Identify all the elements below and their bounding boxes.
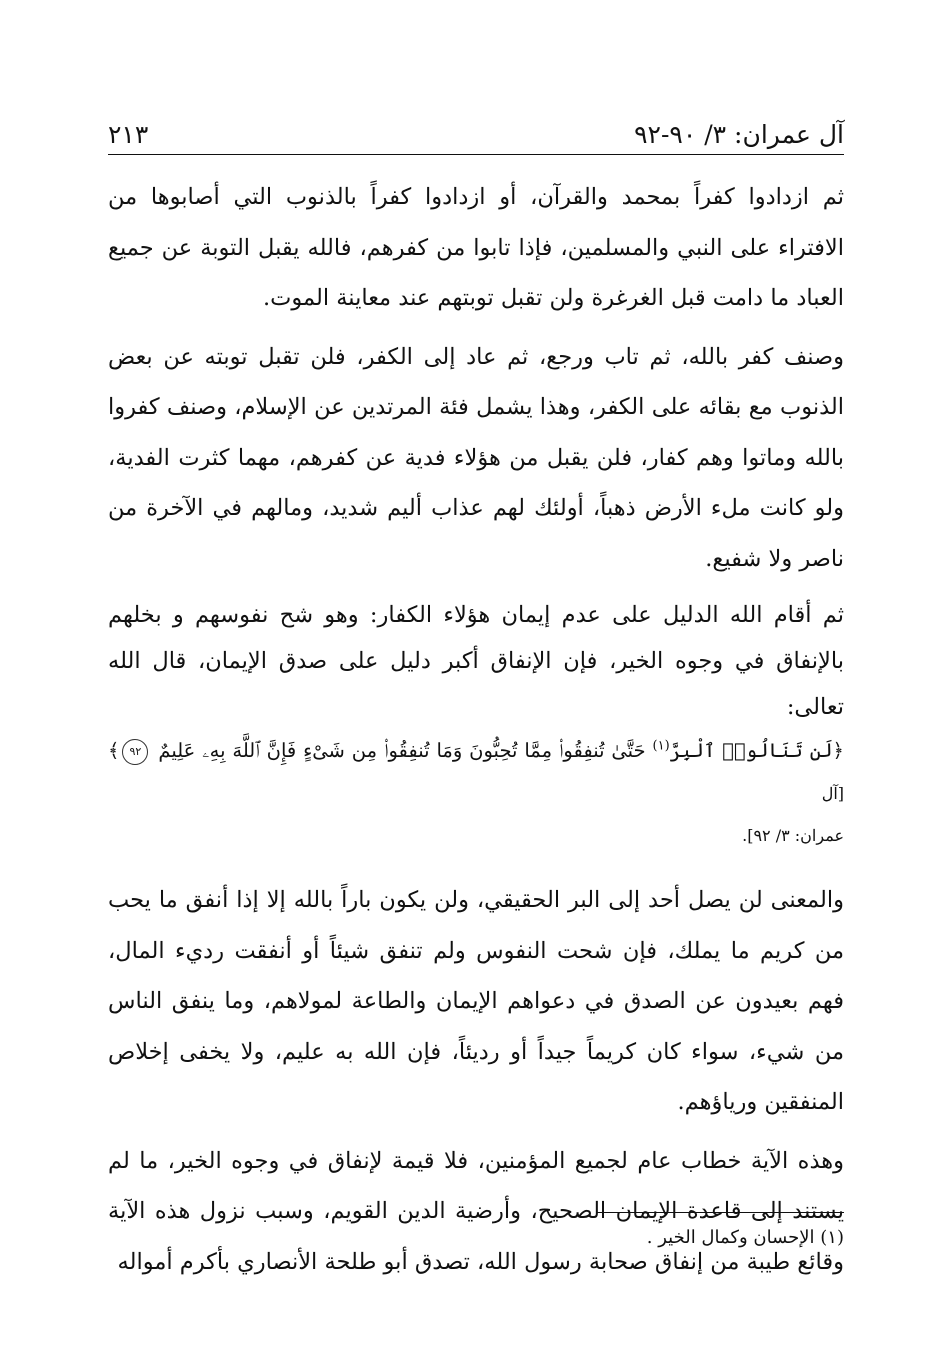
text-line: بعيدون عن الصدق في دعواهم الإيمان والطاعة لمولاهم، وما ينفق الناس من شيء، bbox=[108, 988, 845, 1065]
paragraph-4 bbox=[108, 875, 844, 1128]
text-line: بالإنفاق في وجوه الخير، فإن الإنفاق أكبر دليل على صدق الإيمان، قال الله تعالى: bbox=[108, 648, 844, 720]
verse-reference-end: عمران: ٣/ ٩٢]. bbox=[742, 826, 844, 845]
text-line: سواء كان كريماً جيداً أو رديئاً، فإن الله به عليم، ولا يخفى إخلاص المنفقين bbox=[108, 1038, 844, 1115]
text-line: بالله وماتوا وهم كفار، فلن يقبل من هؤلاء فدية عن كفرهم، مهما كثرت الفدية، bbox=[108, 444, 844, 471]
footnote bbox=[108, 1220, 844, 1256]
text-line: وهذه الآية خطاب عام لجميع المؤمنين، فلا قيمة لإنفاق في وجوه الخير، ما لم bbox=[108, 1147, 844, 1174]
paragraph-3 bbox=[108, 592, 844, 730]
text-line: وقائع طيبة من إنفاق صحابة رسول الله، تصدق أبو طلحة الأنصاري بأكرم أمواله bbox=[117, 1248, 844, 1275]
verse-open: ﴿لَن تَنَالُوا۟ ٱلْبِرَّ bbox=[669, 739, 844, 762]
verse-reference-start: [آل bbox=[821, 784, 844, 803]
footnote-rule bbox=[596, 1212, 844, 1213]
text-line: ناصر ولا شفيع. bbox=[705, 545, 844, 572]
text-line: ثم ازدادوا كفراً بمحمد والقرآن، أو ازدادوا كفراً بالذنوب التي أصابوها من الافتراء bbox=[108, 184, 844, 261]
text-line: والمعنى لن يصل أحد إلى البر الحقيقي، ولن يكون باراً بالله إلا إذا أنفق ما يحب bbox=[108, 887, 844, 913]
text-line: دامت قبل الغرغرة ولن تقبل توبتهم عند معاينة الموت. bbox=[263, 285, 764, 311]
running-title: آل عمران: ٣/ ٩٠-٩٢ bbox=[634, 120, 844, 149]
paragraph-1 bbox=[108, 172, 844, 324]
footnote-reference: (١) bbox=[652, 738, 670, 754]
paragraph-2 bbox=[108, 332, 844, 585]
text-line: الذنوب مع بقائه على الكفر، وهذا يشمل فئة المرتدين عن الإسلام، وصنف كفروا bbox=[108, 394, 844, 420]
page-number: ٢١٣ bbox=[108, 120, 149, 149]
verse-close: ﴾ bbox=[108, 739, 120, 762]
footnote-text: الإحسان وكمال الخير . bbox=[646, 1227, 815, 1248]
text-line: ثم أقام الله الدليل على عدم إيمان هؤلاء الكفار: وهو شح نفوسهم و بخلهم bbox=[108, 602, 844, 628]
text-line: على النبي والمسلمين، فإذا تابوا من كفرهم، فالله يقبل التوبة عن جميع العباد ما bbox=[108, 234, 844, 311]
quran-verse bbox=[108, 730, 844, 815]
footnote-mark: (١) bbox=[820, 1227, 844, 1248]
text-line: يستند إلى قاعدة الإيمان الصحيح، وأرضية الدين القويم، وسبب نزول هذه الآية bbox=[108, 1198, 844, 1224]
text-line: ولو كانت ملء الأرض ذهباً، أولئك لهم عذاب أليم شديد، ومالهم في الآخرة من bbox=[108, 495, 844, 521]
header-rule bbox=[108, 154, 844, 155]
page-header bbox=[108, 112, 844, 152]
text-line: من كريم ما يملك، فإن شحت النفوس ولم تنفق شيئاً أو أنفقت رديء المال، فهم bbox=[108, 937, 844, 1014]
verse-text: حَتَّىٰ تُنفِقُوا۟ مِمَّا تُحِبُّونَ وَمَا تُنفِقُوا۟ مِن شَىْءٍ فَإِنَّ ٱللَّهَ بِهِۦ عَلِيمٌ bbox=[158, 739, 653, 762]
text-line: ورياؤهم. bbox=[677, 1089, 758, 1115]
ayah-number-icon: ٩٢ bbox=[122, 739, 148, 765]
text-line: وصنف كفر بالله، ثم تاب ورجع، ثم عاد إلى الكفر، فلن تقبل توبته عن بعض bbox=[108, 343, 844, 370]
page-body bbox=[108, 172, 844, 1287]
